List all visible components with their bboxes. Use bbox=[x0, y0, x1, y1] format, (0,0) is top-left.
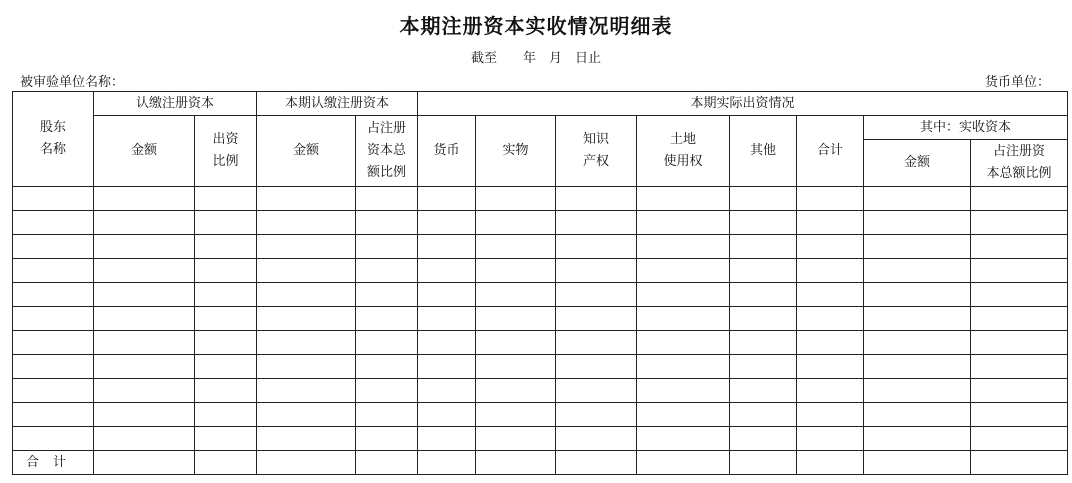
header-physical: 实物 bbox=[476, 116, 556, 187]
header-intellectual-property: 知识 产权 bbox=[556, 116, 637, 187]
table-row bbox=[13, 235, 1068, 259]
table-row bbox=[13, 187, 1068, 211]
header-actual-contribution: 本期实际出资情况 bbox=[418, 92, 1068, 116]
header-subscribed-capital: 认缴注册资本 bbox=[94, 92, 257, 116]
table-row bbox=[13, 307, 1068, 331]
header-shareholder-name: 股东 名称 bbox=[13, 92, 94, 187]
table-row bbox=[13, 211, 1068, 235]
header-currency: 货币 bbox=[418, 116, 476, 187]
header-subscribed-amount: 金额 bbox=[94, 116, 195, 187]
capital-detail-table bbox=[12, 91, 1068, 475]
table-row bbox=[13, 331, 1068, 355]
total-row bbox=[13, 451, 1068, 475]
header-other: 其他 bbox=[730, 116, 797, 187]
header-current-subscribed-capital: 本期认缴注册资本 bbox=[257, 92, 418, 116]
header-paid-share: 占注册资 本总额比例 bbox=[971, 140, 1068, 187]
header-contribution-ratio: 出资 比例 bbox=[195, 116, 257, 187]
table-row bbox=[13, 427, 1068, 451]
table-row bbox=[13, 283, 1068, 307]
table-row bbox=[13, 259, 1068, 283]
period-line: 截至 年 月 日止 bbox=[470, 51, 601, 66]
total-row-label: 合计 bbox=[13, 451, 94, 475]
table-row bbox=[13, 403, 1068, 427]
header-paid-amount: 金额 bbox=[864, 140, 971, 187]
header-paid-in-capital: 其中：实收资本 bbox=[864, 116, 1068, 140]
header-share-of-registered-capital: 占注册 资本总 额比例 bbox=[356, 116, 418, 187]
header-current-amount: 金额 bbox=[257, 116, 356, 187]
page-title: 本期注册资本实收情况明细表 bbox=[399, 14, 673, 38]
table-row bbox=[13, 379, 1068, 403]
header-land-use-right: 土地 使用权 bbox=[637, 116, 730, 187]
audited-entity-label: 被审验单位名称： bbox=[20, 75, 125, 90]
header-subtotal: 合计 bbox=[797, 116, 864, 187]
currency-unit-label: 货币单位： bbox=[984, 75, 1050, 90]
table-row bbox=[13, 355, 1068, 379]
